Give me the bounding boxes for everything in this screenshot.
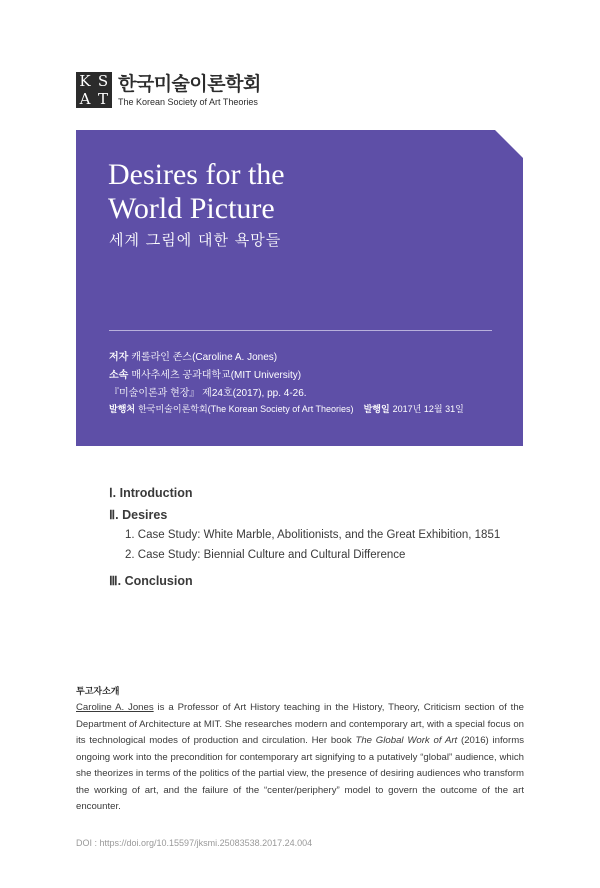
toc-subsection-2-2: 2. Case Study: Biennial Culture and Cultural Difference	[125, 549, 406, 561]
society-name-english: The Korean Society of Art Theories	[118, 96, 258, 107]
date-value: 2017년 12월 31일	[392, 404, 464, 414]
society-name-korean: 한국미술이론학회	[118, 72, 261, 95]
toc-subsection-2-1: 1. Case Study: White Marble, Abolitionists, and the Great Exhibition, 1851	[125, 529, 501, 541]
author-line	[109, 348, 277, 363]
logo-letter: T	[97, 90, 108, 108]
affiliation-value: 매사추세츠 공과대학교(MIT University)	[131, 370, 302, 381]
toc-section-3: Ⅲ. Conclusion	[109, 574, 193, 588]
affiliation-label: 소속	[109, 370, 129, 381]
article-subtitle-korean: 세계 그림에 대한 욕망들	[109, 231, 282, 249]
author-value: 캐롤라인 존스(Caroline A. Jones)	[131, 352, 278, 363]
title-line-1: Desires for the	[108, 158, 285, 191]
journal-line: 『미술이론과 현장』 제24호(2017), pp. 4-26.	[109, 388, 307, 399]
toc-section-2: Ⅱ. Desires	[109, 508, 168, 522]
author-label: 저자	[109, 352, 129, 363]
title-line-2: World Picture	[108, 192, 275, 225]
affiliation-line	[109, 366, 301, 381]
publisher-label: 발행처	[109, 404, 136, 414]
logo-letter: S	[97, 72, 109, 90]
logo-letter: A	[79, 90, 91, 108]
date-label: 발행일	[363, 404, 390, 414]
author-name: Caroline A. Jones	[76, 702, 154, 713]
logo-text	[118, 73, 261, 108]
book-title: The Global Work of Art	[355, 735, 458, 746]
author-intro-heading: 투고자소개	[76, 687, 120, 697]
publisher-line	[109, 402, 464, 415]
panel-divider	[109, 330, 492, 331]
article-title	[108, 158, 285, 226]
bio-text-1: is a Professor of Art History teaching in the History, Theory, Criticism section of the Department of Architecture at MIT. She researches modern and contemporary art, with a special focus on its technological modes of production and circulation. Her book	[76, 702, 524, 746]
doi: DOI : https://doi.org/10.15597/jksmi.25083538.2017.24.004	[76, 838, 313, 848]
bio-text-2: (2016) informs ongoing work into the precondition for contemporary art signifying to a putatively “global” audience, which she theorizes in terms of the politics of the partial view, the presence of desiring audiences who transform the working of art, and the failure of the “center/periphery” model to govern the outcome of the art encounter.	[76, 735, 524, 812]
toc-section-1: Ⅰ. Introduction	[109, 486, 193, 500]
society-logo	[76, 72, 261, 108]
logo-letter: K	[79, 72, 91, 90]
author-bio	[76, 700, 524, 816]
publisher-value: 한국미술이론학회(The Korean Society of Art Theories)	[138, 404, 354, 414]
ksat-logo-mark	[76, 72, 112, 108]
